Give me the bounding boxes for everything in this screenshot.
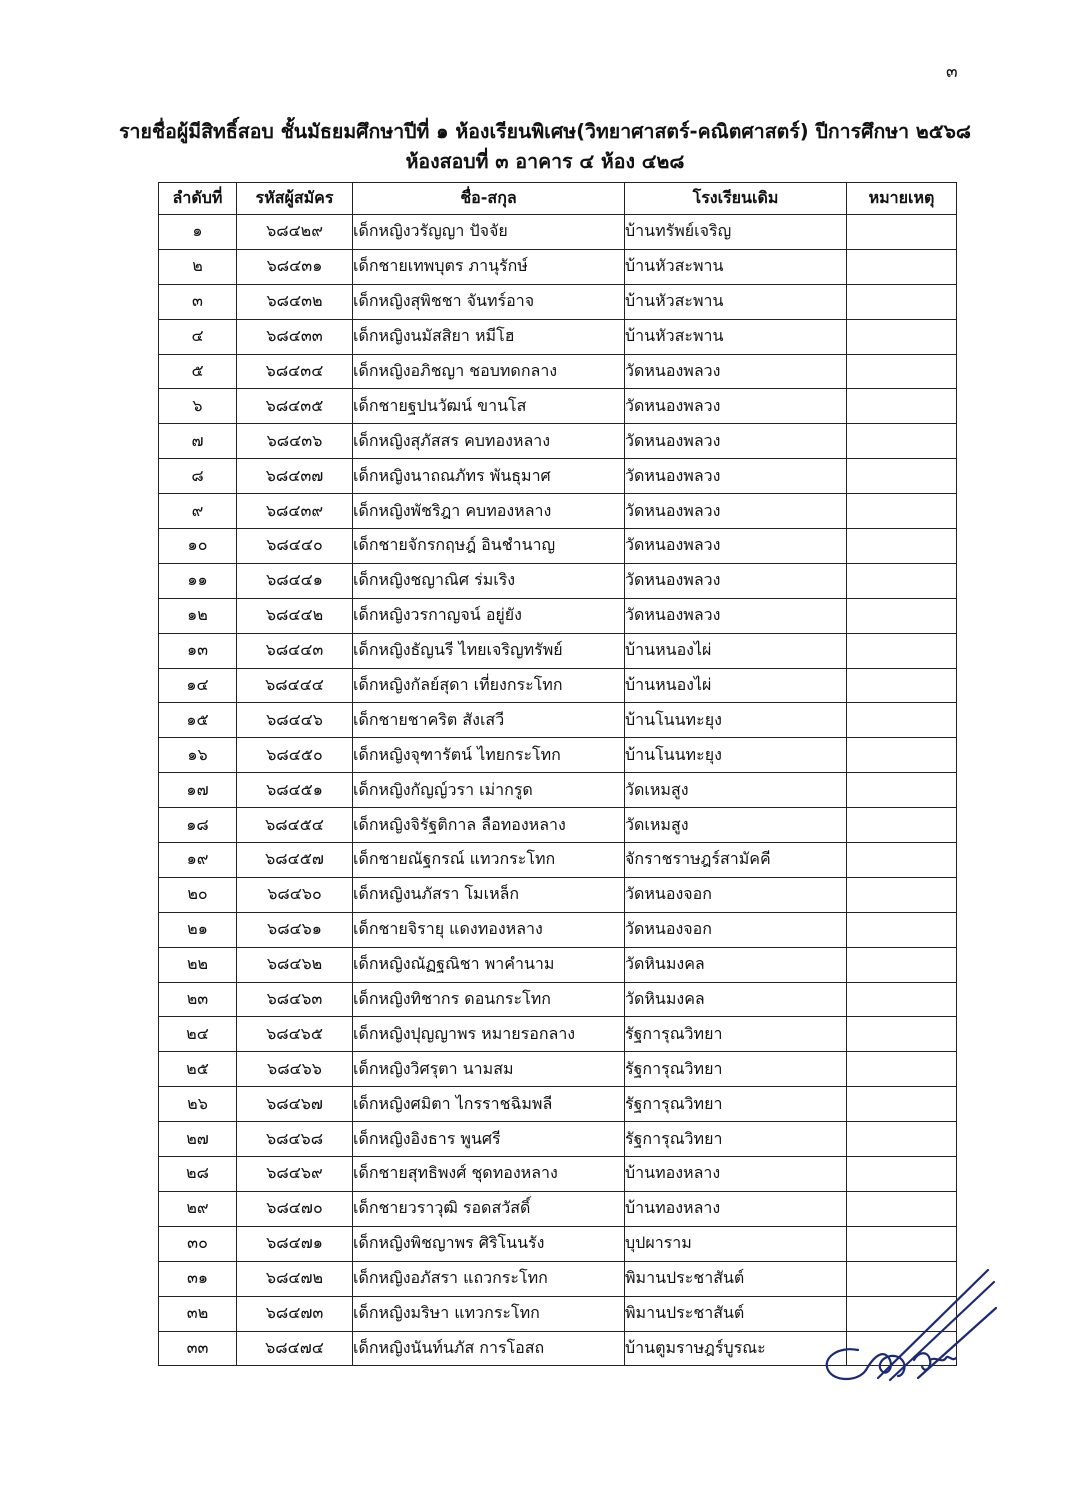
cell-no: ๖ [159, 389, 237, 424]
cell-name: เด็กหญิงสุภัสสร คบทองหลาง [353, 424, 625, 459]
cell-applicant-id: ๖๘๔๖๗ [237, 1087, 353, 1122]
cell-name: เด็กหญิงทิชากร ดอนกระโทก [353, 982, 625, 1017]
cell-no: ๒๑ [159, 912, 237, 947]
cell-note [847, 319, 957, 354]
cell-name: เด็กหญิงนภัสรา โมเหล็ก [353, 877, 625, 912]
cell-applicant-id: ๖๘๔๖๕ [237, 1017, 353, 1052]
cell-note [847, 494, 957, 529]
cell-note [847, 1052, 957, 1087]
cell-name: เด็กชายณัฐกรณ์ แทวกระโทก [353, 843, 625, 878]
cell-note [847, 529, 957, 564]
cell-school: บ้านหัวสะพาน [625, 284, 847, 319]
cell-no: ๑๒ [159, 598, 237, 633]
table-row [159, 424, 957, 459]
header-row [159, 183, 957, 215]
cell-name: เด็กหญิงวิศรุตา นามสม [353, 1052, 625, 1087]
header-no: ลำดับที่ [159, 183, 237, 215]
cell-no: ๒๒ [159, 947, 237, 982]
cell-applicant-id: ๖๘๔๒๙ [237, 215, 353, 250]
cell-school: รัฐการุณวิทยา [625, 1122, 847, 1157]
cell-note [847, 215, 957, 250]
table-row [159, 633, 957, 668]
table-row [159, 459, 957, 494]
cell-applicant-id: ๖๘๔๓๒ [237, 284, 353, 319]
cell-school: วัดหนองพลวง [625, 598, 847, 633]
cell-school: บ้านทองหลาง [625, 1191, 847, 1226]
table-row [159, 1226, 957, 1261]
cell-name: เด็กหญิงนมัสสิยา หมีโฮ [353, 319, 625, 354]
table-row [159, 494, 957, 529]
table-row [159, 703, 957, 738]
cell-school: พิมานประชาสันต์ [625, 1261, 847, 1296]
cell-note [847, 1226, 957, 1261]
cell-no: ๑๑ [159, 563, 237, 598]
cell-applicant-id: ๖๘๔๗๓ [237, 1296, 353, 1331]
cell-applicant-id: ๖๘๔๔๐ [237, 529, 353, 564]
cell-applicant-id: ๖๘๔๖๓ [237, 982, 353, 1017]
cell-no: ๑๙ [159, 843, 237, 878]
table-header [159, 183, 957, 215]
cell-school: บ้านหัวสะพาน [625, 249, 847, 284]
cell-name: เด็กหญิงนาถณภัทร พันธุมาศ [353, 459, 625, 494]
cell-note [847, 1157, 957, 1192]
cell-note [847, 633, 957, 668]
cell-no: ๓๒ [159, 1296, 237, 1331]
cell-note [847, 249, 957, 284]
cell-name: เด็กหญิงปุญญาพร หมายรอกลาง [353, 1017, 625, 1052]
table-row [159, 738, 957, 773]
cell-no: ๘ [159, 459, 237, 494]
cell-school: วัดหนองจอก [625, 877, 847, 912]
cell-no: ๑๖ [159, 738, 237, 773]
cell-no: ๑๗ [159, 773, 237, 808]
cell-note [847, 843, 957, 878]
cell-note [847, 1122, 957, 1157]
cell-note [847, 947, 957, 982]
cell-note [847, 877, 957, 912]
cell-note [847, 912, 957, 947]
cell-name: เด็กหญิงพัชริฎา คบทองหลาง [353, 494, 625, 529]
cell-no: ๓๓ [159, 1331, 237, 1366]
cell-name: เด็กหญิงจุฑารัตน์ ไทยกระโทก [353, 738, 625, 773]
cell-note [847, 389, 957, 424]
cell-note [847, 738, 957, 773]
cell-no: ๒๗ [159, 1122, 237, 1157]
cell-applicant-id: ๖๘๔๓๔ [237, 354, 353, 389]
table-row [159, 354, 957, 389]
cell-name: เด็กหญิงจิรัฐติกาล ลือทองหลาง [353, 808, 625, 843]
cell-note [847, 703, 957, 738]
cell-school: วัดหินมงคล [625, 947, 847, 982]
cell-applicant-id: ๖๘๔๓๖ [237, 424, 353, 459]
cell-no: ๒๖ [159, 1087, 237, 1122]
cell-name: เด็กหญิงอภิชญา ชอบทดกลาง [353, 354, 625, 389]
cell-note [847, 598, 957, 633]
table-row [159, 389, 957, 424]
cell-no: ๒๐ [159, 877, 237, 912]
cell-applicant-id: ๖๘๔๓๗ [237, 459, 353, 494]
cell-applicant-id: ๖๘๔๔๔ [237, 668, 353, 703]
cell-school: วัดหนองพลวง [625, 563, 847, 598]
cell-school: วัดหนองพลวง [625, 494, 847, 529]
cell-no: ๑๕ [159, 703, 237, 738]
table-row [159, 1157, 957, 1192]
table-row [159, 773, 957, 808]
table-row [159, 598, 957, 633]
cell-no: ๑๐ [159, 529, 237, 564]
cell-applicant-id: ๖๘๔๖๘ [237, 1122, 353, 1157]
signature [818, 1260, 998, 1390]
cell-name: เด็กชายชาคริต สังเสวี [353, 703, 625, 738]
cell-name: เด็กชายวราวุฒิ รอดสวัสดิ์ [353, 1191, 625, 1226]
cell-applicant-id: ๖๘๔๗๑ [237, 1226, 353, 1261]
cell-name: เด็กชายจักรกฤษฎ์ อินชำนาญ [353, 529, 625, 564]
cell-applicant-id: ๖๘๔๗๐ [237, 1191, 353, 1226]
cell-no: ๒๓ [159, 982, 237, 1017]
cell-note [847, 982, 957, 1017]
cell-school: วัดหินมงคล [625, 982, 847, 1017]
cell-school: บ้านตูมราษฎร์บูรณะ [625, 1331, 847, 1366]
header-applicant-id: รหัสผู้สมัคร [237, 183, 353, 215]
cell-name: เด็กหญิงสุพิชชา จันทร์อาจ [353, 284, 625, 319]
cell-note [847, 668, 957, 703]
cell-applicant-id: ๖๘๔๓๙ [237, 494, 353, 529]
cell-school: บ้านทรัพย์เจริญ [625, 215, 847, 250]
cell-school: บุปผาราม [625, 1226, 847, 1261]
table-row [159, 1191, 957, 1226]
cell-no: ๒๕ [159, 1052, 237, 1087]
table-row [159, 1087, 957, 1122]
cell-applicant-id: ๖๘๔๔๑ [237, 563, 353, 598]
cell-applicant-id: ๖๘๔๖๖ [237, 1052, 353, 1087]
cell-no: ๗ [159, 424, 237, 459]
cell-name: เด็กชายเทพบุตร ภานุรักษ์ [353, 249, 625, 284]
table-row [159, 843, 957, 878]
cell-applicant-id: ๖๘๔๗๔ [237, 1331, 353, 1366]
cell-name: เด็กหญิงอิงธาร พูนศรี [353, 1122, 625, 1157]
table-body [159, 215, 957, 1366]
cell-note [847, 563, 957, 598]
cell-no: ๑๘ [159, 808, 237, 843]
cell-applicant-id: ๖๘๔๗๒ [237, 1261, 353, 1296]
table-row [159, 982, 957, 1017]
cell-note [847, 1191, 957, 1226]
cell-name: เด็กหญิงณัฏฐณิชา พาคำนาม [353, 947, 625, 982]
cell-applicant-id: ๖๘๔๖๐ [237, 877, 353, 912]
cell-name: เด็กชายสุทธิพงศ์ ชุดทองหลาง [353, 1157, 625, 1192]
cell-school: วัดหนองจอก [625, 912, 847, 947]
exam-room-subtitle: ห้องสอบที่ ๓ อาคาร ๔ ห้อง ๔๒๘ [405, 150, 685, 173]
cell-name: เด็กหญิงมริษา แทวกระโทก [353, 1296, 625, 1331]
cell-applicant-id: ๖๘๔๔๒ [237, 598, 353, 633]
table-row [159, 1052, 957, 1087]
cell-school: พิมานประชาสันต์ [625, 1296, 847, 1331]
cell-school: วัดหนองพลวง [625, 354, 847, 389]
cell-name: เด็กหญิงชญาณิศ ร่มเริง [353, 563, 625, 598]
cell-applicant-id: ๖๘๔๕๑ [237, 773, 353, 808]
cell-applicant-id: ๖๘๔๖๑ [237, 912, 353, 947]
table-row [159, 284, 957, 319]
table-row [159, 912, 957, 947]
table-row [159, 319, 957, 354]
cell-name: เด็กชายฐปนวัฒน์ ขานโส [353, 389, 625, 424]
cell-school: วัดหนองพลวง [625, 424, 847, 459]
cell-school: จักราชราษฎร์สามัคคี [625, 843, 847, 878]
cell-no: ๑ [159, 215, 237, 250]
table-row [159, 249, 957, 284]
candidate-table [158, 182, 957, 1366]
cell-applicant-id: ๖๘๔๔๖ [237, 703, 353, 738]
cell-no: ๒๙ [159, 1191, 237, 1226]
cell-name: เด็กหญิงธัญนรี ไทยเจริญทรัพย์ [353, 633, 625, 668]
cell-note [847, 773, 957, 808]
cell-school: บ้านหนองไผ่ [625, 633, 847, 668]
cell-no: ๒ [159, 249, 237, 284]
table-row [159, 1017, 957, 1052]
cell-school: วัดเหมสูง [625, 808, 847, 843]
cell-no: ๑๓ [159, 633, 237, 668]
cell-name: เด็กหญิงวรัญญา ปัจจัย [353, 215, 625, 250]
cell-school: บ้านหนองไผ่ [625, 668, 847, 703]
cell-note [847, 354, 957, 389]
cell-no: ๓๐ [159, 1226, 237, 1261]
cell-name: เด็กหญิงอภัสรา แถวกระโทก [353, 1261, 625, 1296]
cell-applicant-id: ๖๘๔๔๓ [237, 633, 353, 668]
cell-name: เด็กหญิงกัญญ์วรา เม่ากรูด [353, 773, 625, 808]
table-row [159, 1122, 957, 1157]
cell-school: รัฐการุณวิทยา [625, 1017, 847, 1052]
cell-note [847, 808, 957, 843]
cell-name: เด็กหญิงศมิตา ไกรราชฉิมพลี [353, 1087, 625, 1122]
cell-school: รัฐการุณวิทยา [625, 1087, 847, 1122]
table-row [159, 808, 957, 843]
table-row [159, 563, 957, 598]
cell-no: ๒๔ [159, 1017, 237, 1052]
cell-school: รัฐการุณวิทยา [625, 1052, 847, 1087]
cell-no: ๕ [159, 354, 237, 389]
cell-name: เด็กหญิงพิชญาพร ศิริโนนรัง [353, 1226, 625, 1261]
cell-name: เด็กชายจิรายุ แดงทองหลาง [353, 912, 625, 947]
cell-school: วัดหนองพลวง [625, 529, 847, 564]
header-note: หมายเหตุ [847, 183, 957, 215]
cell-school: วัดหนองพลวง [625, 459, 847, 494]
cell-applicant-id: ๖๘๔๕๔ [237, 808, 353, 843]
cell-note [847, 284, 957, 319]
page-number: ๓ [946, 62, 958, 82]
table-row [159, 947, 957, 982]
header-school: โรงเรียนเดิม [625, 183, 847, 215]
cell-school: บ้านหัวสะพาน [625, 319, 847, 354]
cell-school: บ้านโนนทะยุง [625, 703, 847, 738]
cell-school: วัดเหมสูง [625, 773, 847, 808]
cell-note [847, 424, 957, 459]
table-row [159, 529, 957, 564]
cell-applicant-id: ๖๘๔๕๗ [237, 843, 353, 878]
cell-applicant-id: ๖๘๔๓๕ [237, 389, 353, 424]
cell-name: เด็กหญิงวรกาญจน์ อยู่ยัง [353, 598, 625, 633]
cell-school: วัดหนองพลวง [625, 389, 847, 424]
table-row [159, 668, 957, 703]
cell-applicant-id: ๖๘๔๖๒ [237, 947, 353, 982]
cell-applicant-id: ๖๘๔๓๑ [237, 249, 353, 284]
cell-applicant-id: ๖๘๔๓๓ [237, 319, 353, 354]
table-row [159, 215, 957, 250]
cell-applicant-id: ๖๘๔๕๐ [237, 738, 353, 773]
cell-name: เด็กหญิงนันท์นภัส การโอสถ [353, 1331, 625, 1366]
table-row [159, 877, 957, 912]
cell-no: ๙ [159, 494, 237, 529]
cell-name: เด็กหญิงกัลย์สุดา เที่ยงกระโทก [353, 668, 625, 703]
cell-school: บ้านทองหลาง [625, 1157, 847, 1192]
cell-applicant-id: ๖๘๔๖๙ [237, 1157, 353, 1192]
cell-note [847, 1087, 957, 1122]
header-name: ชื่อ-สกุล [353, 183, 625, 215]
cell-note [847, 459, 957, 494]
cell-note [847, 1017, 957, 1052]
cell-no: ๓ [159, 284, 237, 319]
cell-no: ๑๔ [159, 668, 237, 703]
cell-no: ๔ [159, 319, 237, 354]
cell-no: ๒๘ [159, 1157, 237, 1192]
cell-school: บ้านโนนทะยุง [625, 738, 847, 773]
cell-no: ๓๑ [159, 1261, 237, 1296]
document-title: รายชื่อผู้มีสิทธิ์สอบ ชั้นมัธยมศึกษาปีที่ ๑ ห้องเรียนพิเศษ(วิทยาศาสตร์-คณิตศาสตร์) ปีการศึกษา ๒๕๖๘ [119, 120, 971, 143]
